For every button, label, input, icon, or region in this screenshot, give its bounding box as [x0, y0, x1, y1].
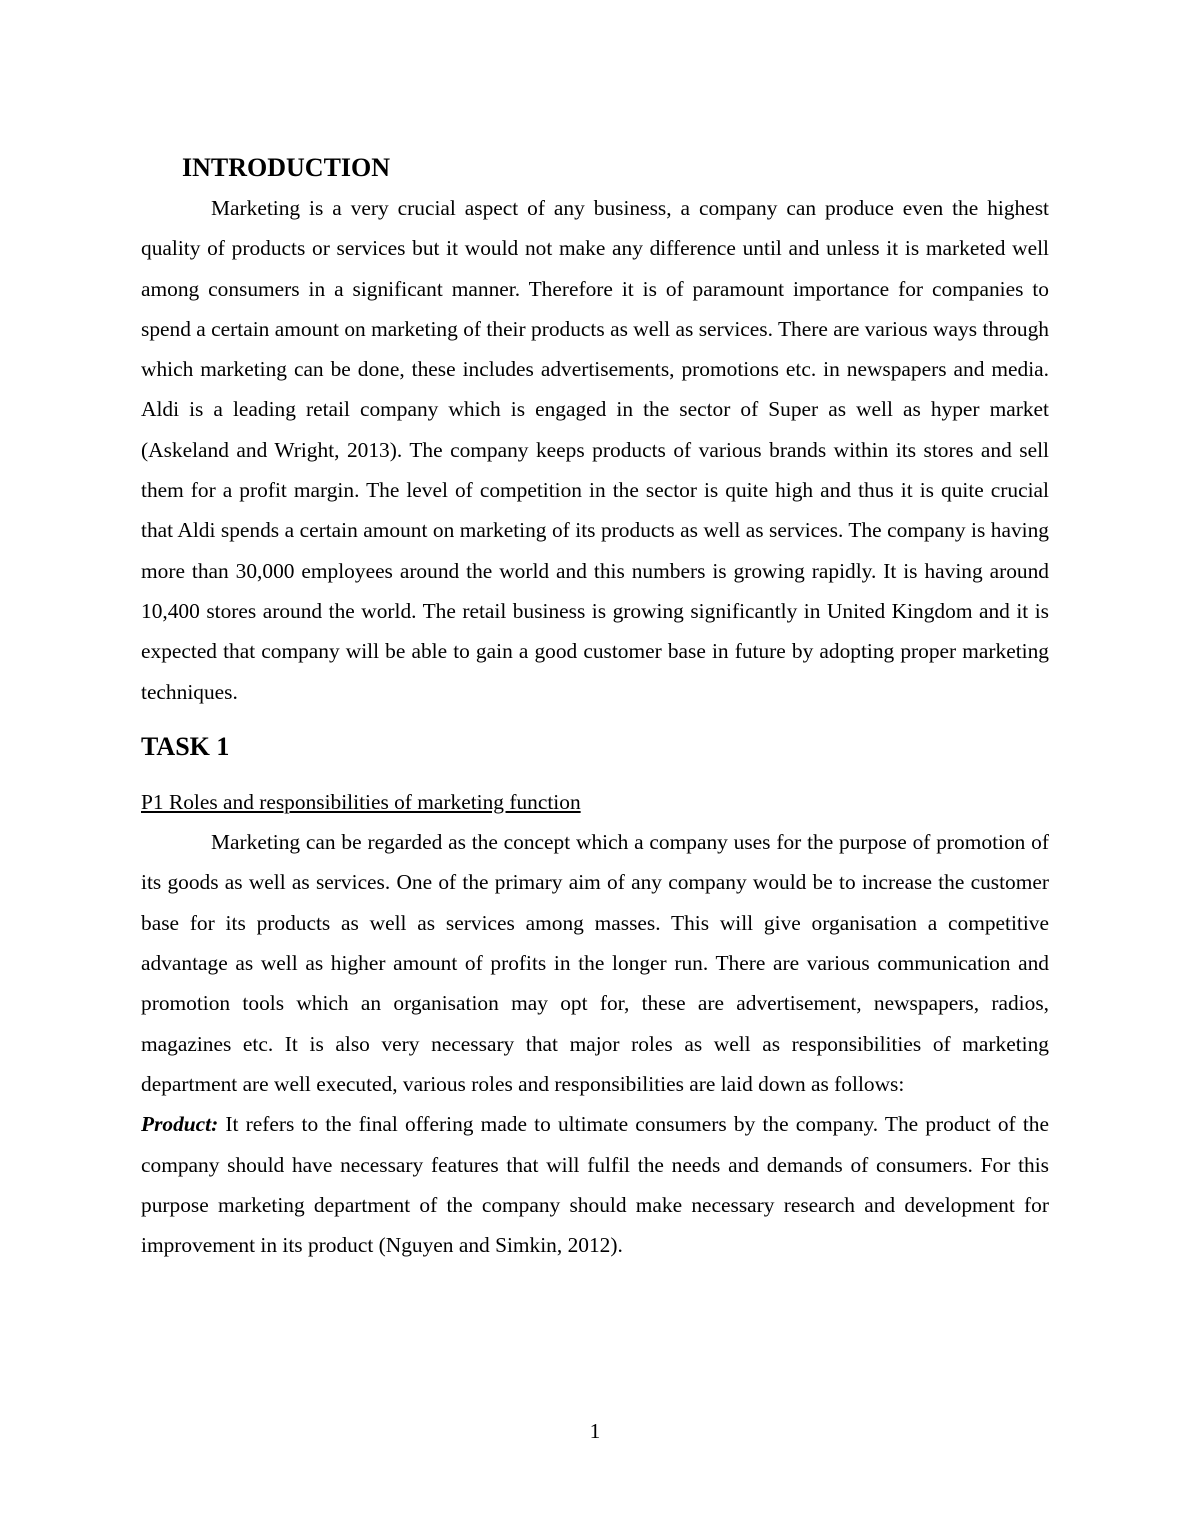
task1-subheading: P1 Roles and responsibilities of marketing function: [141, 789, 581, 814]
product-label: Product:: [141, 1112, 219, 1137]
page-content: [141, 148, 1049, 1265]
page-number: 1: [589, 1419, 601, 1443]
task1-heading: TASK 1: [141, 731, 230, 761]
product-text: It refers to the final offering made to ultimate consumers by the company. The product of the company should have necessary features that will fulfil the needs and demands of consumers. For this purpose marketing department of the company should make necessary research and development for improvement in its product (Nguyen and Simkin, 2012).: [141, 1112, 1049, 1258]
introduction-heading: INTRODUCTION: [182, 153, 391, 182]
product-paragraph: [141, 1104, 1049, 1265]
introduction-paragraph: Marketing is a very crucial aspect of any business, a company can produce even the highest quality of products or services but it would not make any difference until and unless it is marketed well among consumers in a significant manner. Therefore it is of paramount importance for companies to spend a certain amount on marketing of their products as well as services. There are various ways through which marketing can be done, these includes advertisements, promotions etc. in newspapers and media. Aldi is a leading retail company which is engaged in the sector of Super as well as hyper market (Askeland and Wright, 2013). The company keeps products of various brands within its stores and sell them for a profit margin. The level of competition in the sector is quite high and thus it is quite crucial that Aldi spends a certain amount on marketing of its products as well as services. The company is having more than 30,000 employees around the world and this numbers is growing rapidly. It is having around 10,400 stores around the world. The retail business is growing significantly in United Kingdom and it is expected that company will be able to gain a good customer base in future by adopting proper marketing techniques.: [141, 196, 1049, 704]
task1-paragraph: Marketing can be regarded as the concept which a company uses for the purpose of promotion of its goods as well as services. One of the primary aim of any company would be to increase the customer base for its products as well as services among masses. This will give organisation a competitive advantage as well as higher amount of profits in the longer run. There are various communication and promotion tools which an organisation may opt for, these are advertisement, newspapers, radios, magazines etc. It is also very necessary that major roles as well as responsibilities of marketing department are well executed, various roles and responsibilities are laid down as follows:: [141, 830, 1049, 1096]
